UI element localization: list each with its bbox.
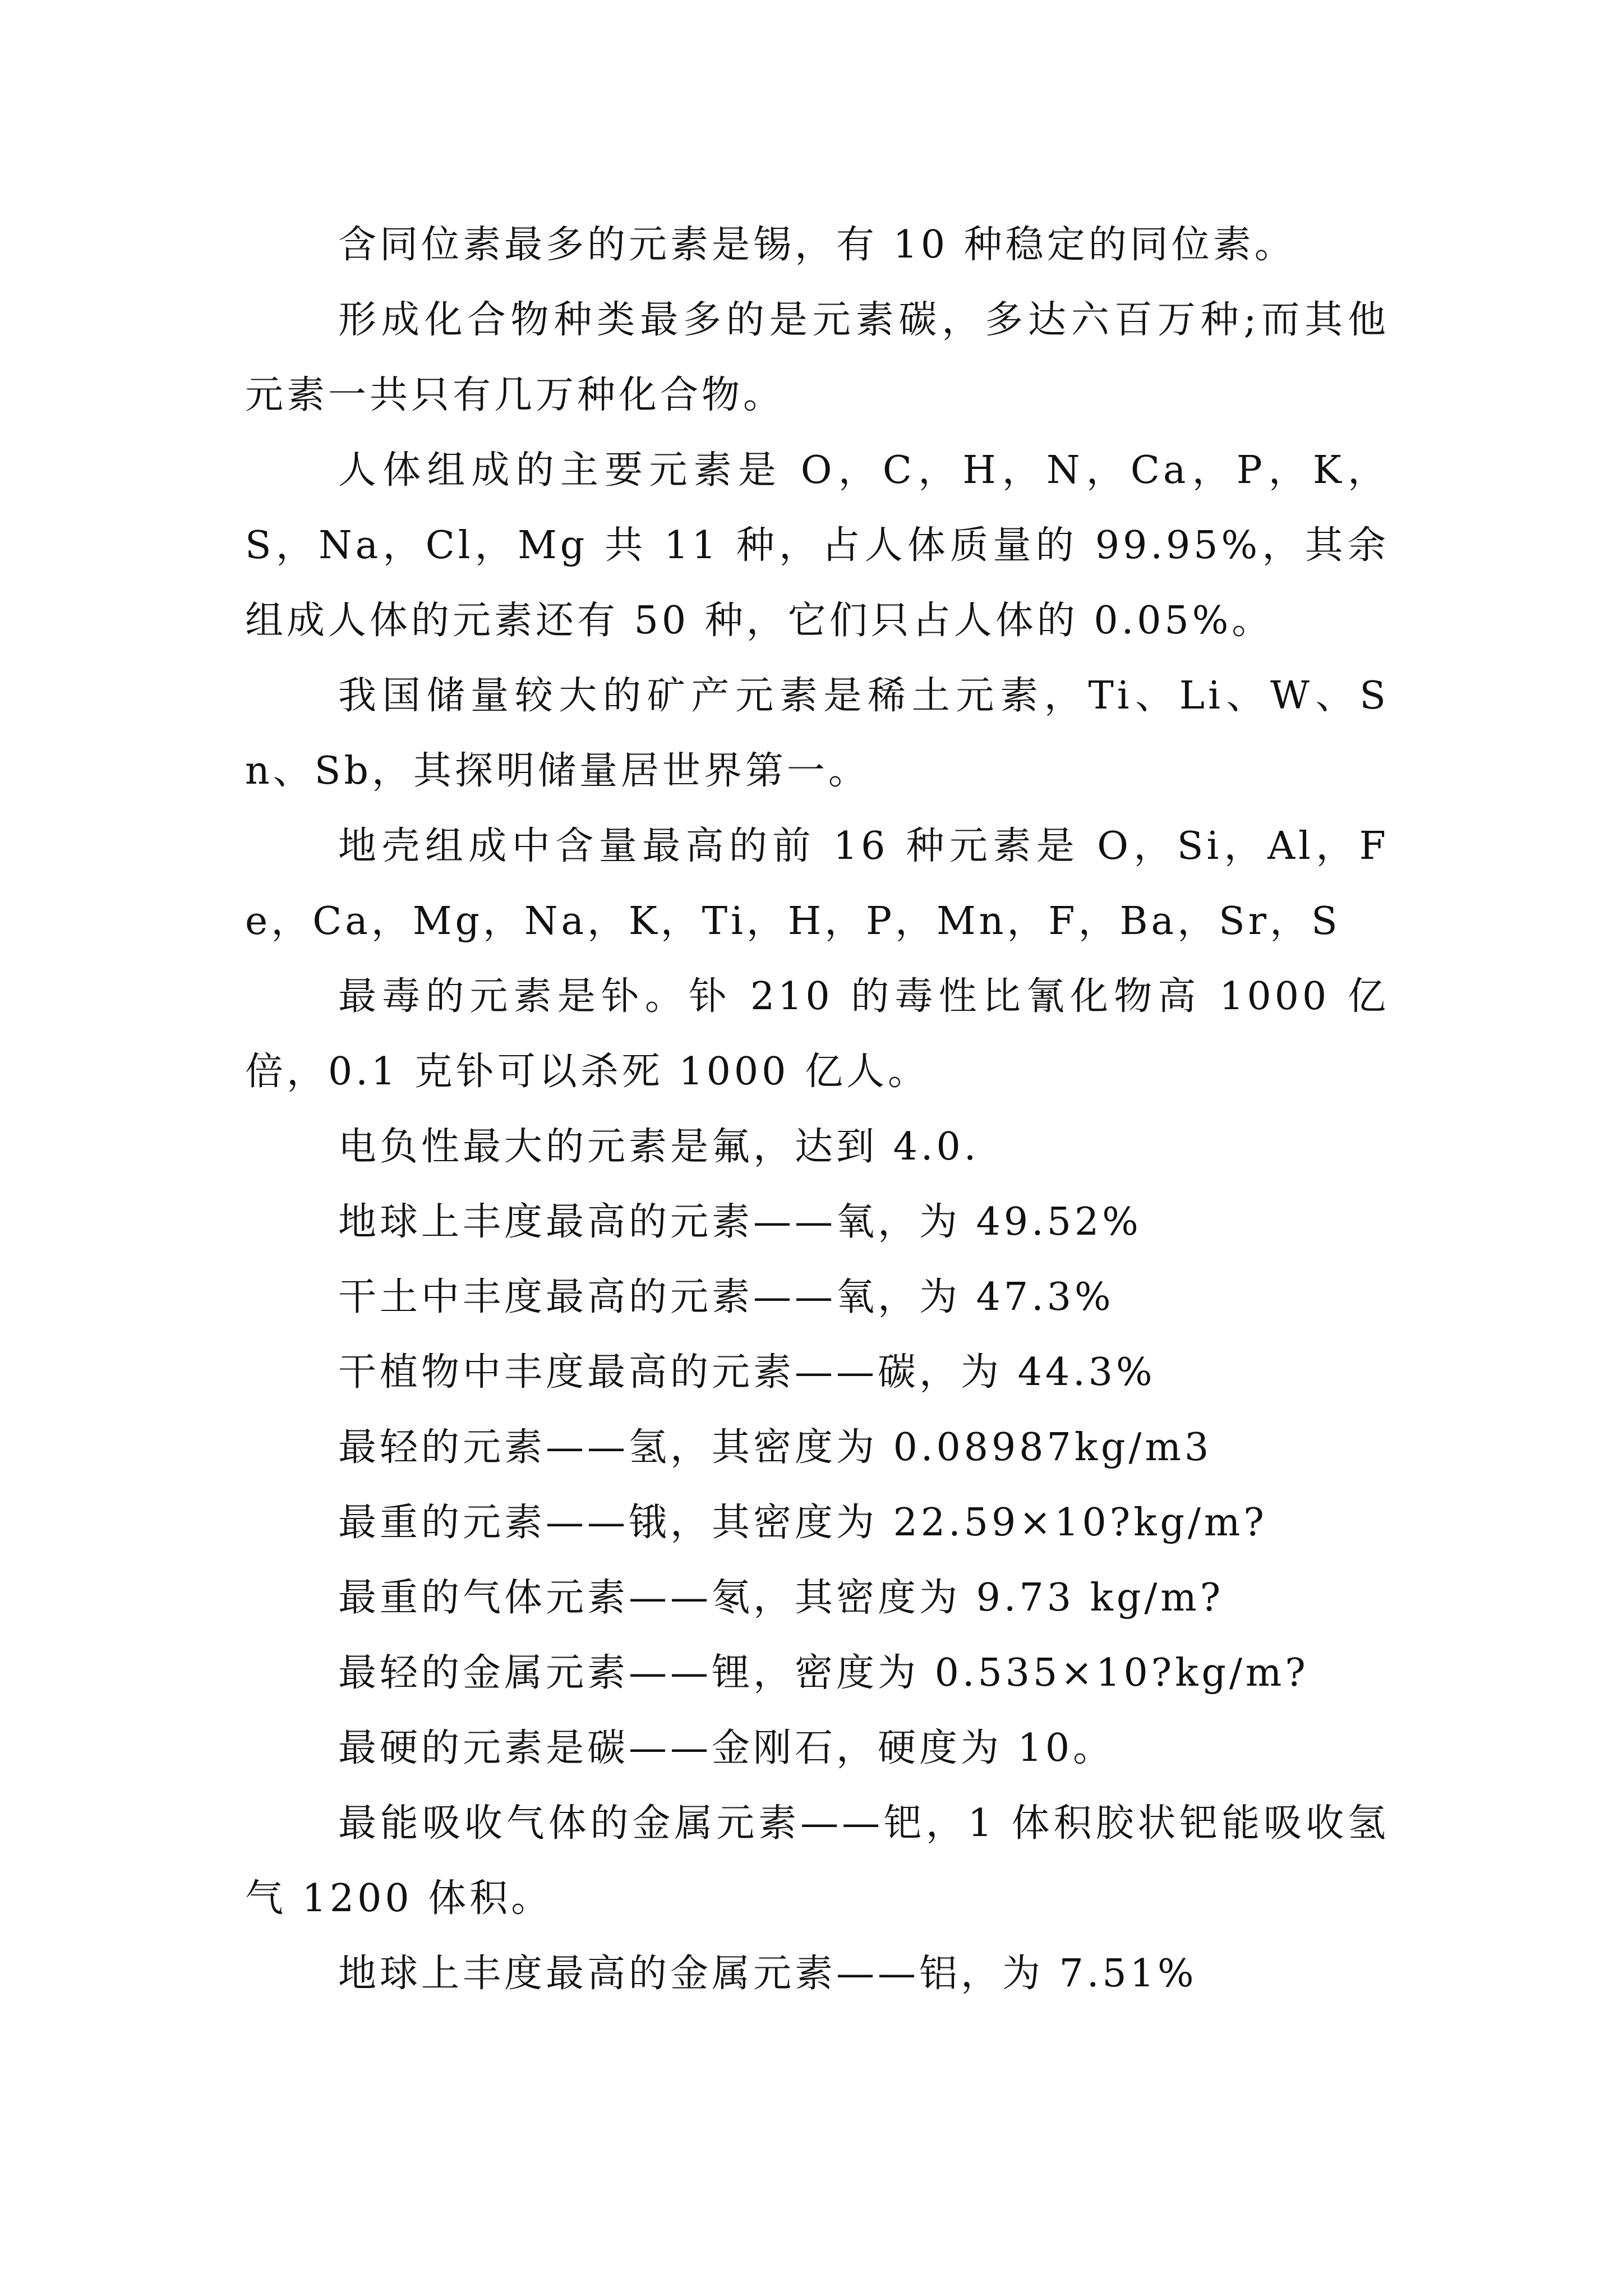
- paragraph-earth-aluminum: 地球上丰度最高的金属元素——铝，为 7.51%: [338, 1952, 1197, 1996]
- paragraph-palladium-absorption: 最能吸收气体的金属元素——钯，1 体积胶状钯能吸收氢气 1200 体积。: [245, 1801, 1389, 1921]
- paragraph-lightest-element: 最轻的元素——氢，其密度为 0.08987kg/m3: [338, 1425, 1212, 1470]
- paragraph-tin-isotopes: 含同位素最多的元素是锡，有 10 种稳定的同位素。: [338, 223, 1296, 267]
- paragraph-human-body-elements: 人体组成的主要元素是 O，C，H，N，Ca，P，K，S，Na，Cl，Mg 共 11 种，占人体质量的 99.95%，其余组成人体的元素还有 50 种，它们只占人体的 0.05%。: [245, 448, 1389, 643]
- paragraph-electronegativity: 电负性最大的元素是氟，达到 4.0.: [338, 1125, 980, 1169]
- paragraph-polonium-toxicity: 最毒的元素是钋。钋 210 的毒性比氰化物高 1000 亿倍，0.1 克钋可以杀死 1000 亿人。: [245, 974, 1389, 1094]
- paragraph-crust-elements: 地壳组成中含量最高的前 16 种元素是 O，Si，Al，Fe，Ca，Mg，Na，K，Ti，H，P，Mn，F，Ba，Sr，S: [245, 824, 1389, 944]
- paragraph-heaviest-element: 最重的元素——锇，其密度为 22.59×10?kg/m?: [338, 1501, 1267, 1545]
- paragraph-heaviest-gas: 最重的气体元素——氡，其密度为 9.73 kg/m?: [338, 1576, 1224, 1620]
- paragraph-lightest-metal: 最轻的金属元素——锂，密度为 0.535×10?kg/m?: [338, 1651, 1309, 1695]
- document-body: [245, 208, 1389, 2012]
- paragraph-china-mineral-reserves: 我国储量较大的矿产元素是稀土元素，Ti、Li、W、Sn、Sb，其探明储量居世界第一。: [245, 674, 1389, 793]
- paragraph-hardest-element: 最硬的元素是碳——金刚石，硬度为 10。: [338, 1726, 1115, 1770]
- paragraph-dry-plant-carbon: 干植物中丰度最高的元素——碳，为 44.3%: [338, 1350, 1156, 1395]
- paragraph-earth-oxygen: 地球上丰度最高的元素——氧，为 49.52%: [338, 1200, 1142, 1244]
- paragraph-carbon-compounds: 形成化合物种类最多的是元素碳，多达六百万种;而其他元素一共只有几万种化合物。: [245, 298, 1389, 417]
- paragraph-dry-soil-oxygen: 干土中丰度最高的元素——氧，为 47.3%: [338, 1275, 1114, 1319]
